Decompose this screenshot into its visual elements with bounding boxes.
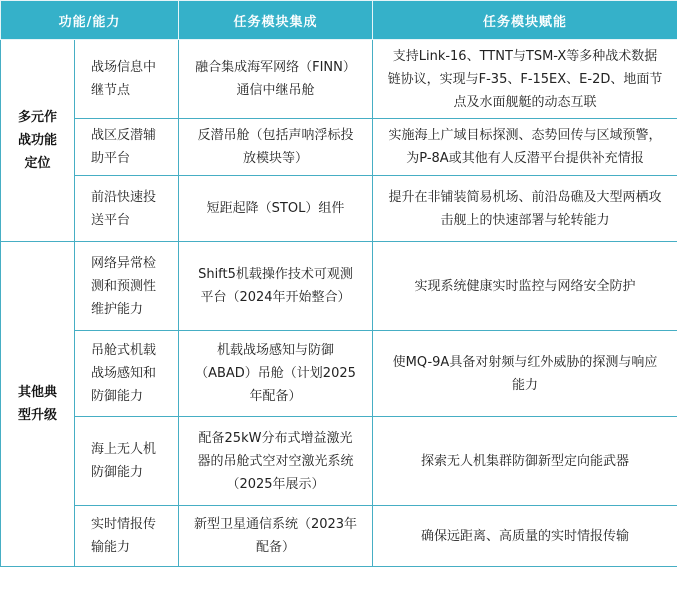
- enablement-cell: 使MQ-9A具备对射频与红外威胁的探测与响应能力: [373, 331, 677, 417]
- table-row: [1, 417, 677, 506]
- integration-cell: 机载战场感知与防御（ABAD）吊舱（计划2025年配备）: [179, 331, 373, 417]
- integration-cell: 融合集成海军网络（FINN）通信中继吊舱: [179, 40, 373, 119]
- integration-cell: Shift5机载操作技术可观测平台（2024年开始整合）: [179, 242, 373, 331]
- table-row: [1, 119, 677, 176]
- integration-cell: 配备25kW分布式增益激光器的吊舱式空对空激光系统（2025年展示）: [179, 417, 373, 506]
- enablement-cell: 支持Link-16、TTNT与TSM-X等多种战术数据链协议，实现与F-35、F-15EX、E-2D、地面节点及水面舰艇的动态互联: [373, 40, 677, 119]
- function-cell: 战场信息中继节点: [75, 40, 179, 119]
- category-cell: 多元作战功能定位: [1, 40, 75, 242]
- enablement-cell: 实施海上广域目标探测、态势回传与区域预警，为P-8A或其他有人反潜平台提供补充情报: [373, 119, 677, 176]
- enablement-cell: 确保远距离、高质量的实时情报传输: [373, 506, 677, 567]
- enablement-cell: 探索无人机集群防御新型定向能武器: [373, 417, 677, 506]
- function-cell: 海上无人机防御能力: [75, 417, 179, 506]
- enablement-cell: 提升在非铺装简易机场、前沿岛礁及大型两栖攻击舰上的快速部署与轮转能力: [373, 176, 677, 242]
- function-cell: 实时情报传输能力: [75, 506, 179, 567]
- integration-cell: 新型卫星通信系统（2023年配备）: [179, 506, 373, 567]
- table-row: [1, 40, 677, 119]
- header-module-integration: 任务模块集成: [179, 1, 373, 40]
- header-module-enablement: 任务模块赋能: [373, 1, 677, 40]
- category-cell: 其他典型升级: [1, 242, 75, 567]
- table-row: [1, 242, 677, 331]
- table-row: [1, 506, 677, 567]
- header-function-capability: 功能/能力: [1, 1, 179, 40]
- table-row: [1, 176, 677, 242]
- function-cell: 前沿快速投送平台: [75, 176, 179, 242]
- enablement-cell: 实现系统健康实时监控与网络安全防护: [373, 242, 677, 331]
- integration-cell: 反潜吊舱（包括声呐浮标投放模块等）: [179, 119, 373, 176]
- function-cell: 吊舱式机载战场感知和防御能力: [75, 331, 179, 417]
- table-row: [1, 331, 677, 417]
- function-cell: 网络异常检测和预测性维护能力: [75, 242, 179, 331]
- table-header-row: [1, 1, 677, 40]
- integration-cell: 短距起降（STOL）组件: [179, 176, 373, 242]
- function-cell: 战区反潜辅助平台: [75, 119, 179, 176]
